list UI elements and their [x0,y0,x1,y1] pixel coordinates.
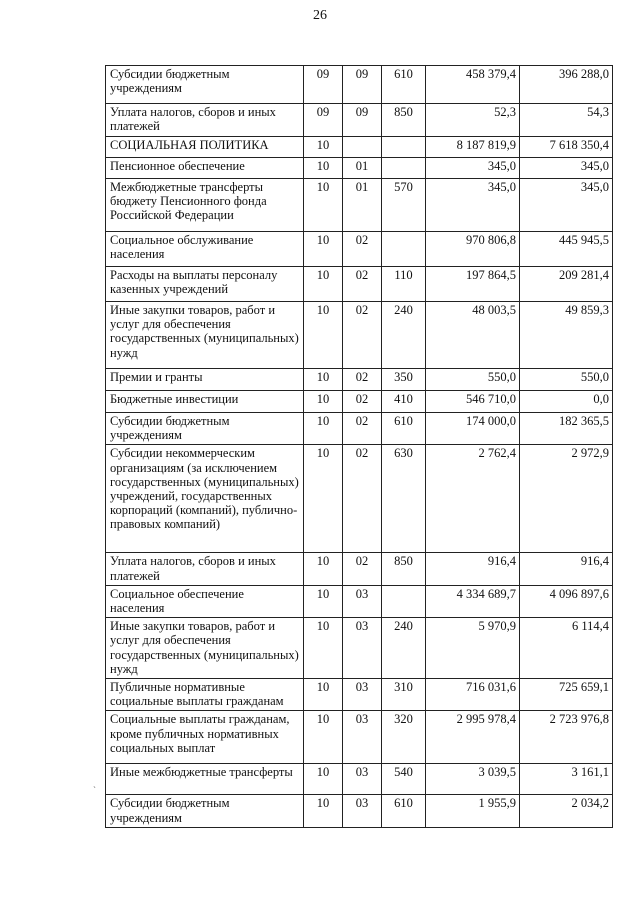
amount-1-cell: 174 000,0 [426,413,520,445]
amount-1-cell: 458 379,4 [426,66,520,104]
subsection-code-cell: 09 [343,104,382,137]
expense-type-cell: 610 [382,66,426,104]
expense-type-cell: 410 [382,391,426,413]
expense-name-cell: Иные межбюджетные трансферты [106,764,304,795]
expense-name-cell: Пенсионное обеспечение [106,158,304,179]
expense-type-cell [382,137,426,158]
table-row [106,553,613,585]
expense-type-cell: 240 [382,618,426,679]
table-row [106,795,613,828]
expense-type-cell: 610 [382,413,426,445]
table-row [106,391,613,413]
expense-type-cell: 850 [382,104,426,137]
expense-type-cell: 630 [382,445,426,553]
amount-1-cell: 8 187 819,9 [426,137,520,158]
amount-1-cell: 197 864,5 [426,267,520,302]
amount-2-cell: 54,3 [520,104,613,137]
table-row [106,445,613,553]
expense-type-cell: 610 [382,795,426,828]
table-row [106,679,613,711]
table-row [106,104,613,137]
table-row [106,232,613,267]
table-row [106,369,613,391]
amount-2-cell: 6 114,4 [520,618,613,679]
amount-1-cell: 52,3 [426,104,520,137]
table-row [106,618,613,679]
margin-mark: ` [93,785,96,795]
amount-2-cell: 550,0 [520,369,613,391]
expense-name-cell: Социальные выплаты гражданам, кроме публичных нормативных социальных выплат [106,711,304,764]
budget-table [105,65,613,828]
amount-2-cell: 2 034,2 [520,795,613,828]
section-code-cell: 10 [304,369,343,391]
subsection-code-cell: 02 [343,553,382,585]
expense-type-cell: 110 [382,267,426,302]
expense-type-cell: 310 [382,679,426,711]
section-code-cell: 10 [304,232,343,267]
amount-1-cell: 1 955,9 [426,795,520,828]
amount-1-cell: 916,4 [426,553,520,585]
amount-1-cell: 546 710,0 [426,391,520,413]
amount-2-cell: 4 096 897,6 [520,585,613,617]
expense-type-cell [382,585,426,617]
table-row [106,158,613,179]
page-number: 26 [313,8,327,23]
expense-type-cell: 320 [382,711,426,764]
section-code-cell: 10 [304,445,343,553]
amount-2-cell: 916,4 [520,553,613,585]
expense-type-cell: 240 [382,302,426,369]
section-code-cell: 10 [304,764,343,795]
amount-2-cell: 2 972,9 [520,445,613,553]
subsection-code-cell: 02 [343,413,382,445]
table-row [106,585,613,617]
table-row [106,764,613,795]
table-row [106,179,613,232]
section-code-cell: 10 [304,391,343,413]
table-row [106,267,613,302]
expense-name-cell: Публичные нормативные социальные выплаты гражданам [106,679,304,711]
amount-1-cell: 2 995 978,4 [426,711,520,764]
section-code-cell: 10 [304,413,343,445]
amount-1-cell: 2 762,4 [426,445,520,553]
section-code-cell: 10 [304,795,343,828]
amount-2-cell: 209 281,4 [520,267,613,302]
subsection-code-cell: 01 [343,158,382,179]
expense-name-cell: Иные закупки товаров, работ и услуг для обеспечения государственных (муниципальных) нужд [106,302,304,369]
subsection-code-cell: 09 [343,66,382,104]
amount-2-cell: 345,0 [520,158,613,179]
subsection-code-cell: 03 [343,679,382,711]
section-code-cell: 10 [304,179,343,232]
table-row [106,302,613,369]
amount-2-cell: 7 618 350,4 [520,137,613,158]
amount-1-cell: 716 031,6 [426,679,520,711]
amount-1-cell: 5 970,9 [426,618,520,679]
section-code-cell: 10 [304,553,343,585]
amount-1-cell: 4 334 689,7 [426,585,520,617]
expense-type-cell [382,158,426,179]
amount-2-cell: 345,0 [520,179,613,232]
expense-name-cell: Премии и гранты [106,369,304,391]
amount-1-cell: 550,0 [426,369,520,391]
section-code-cell: 10 [304,679,343,711]
amount-1-cell: 48 003,5 [426,302,520,369]
subsection-code-cell: 01 [343,179,382,232]
section-code-cell: 09 [304,66,343,104]
expense-name-cell: Социальное обслуживание населения [106,232,304,267]
subsection-code-cell [343,137,382,158]
expense-name-cell: Иные закупки товаров, работ и услуг для обеспечения государственных (муниципальных) нужд [106,618,304,679]
amount-2-cell: 182 365,5 [520,413,613,445]
section-code-cell: 10 [304,267,343,302]
table-row [106,711,613,764]
amount-1-cell: 345,0 [426,158,520,179]
subsection-code-cell: 02 [343,391,382,413]
subsection-code-cell: 02 [343,369,382,391]
amount-2-cell: 396 288,0 [520,66,613,104]
table-body [106,66,613,828]
section-code-cell: 10 [304,711,343,764]
subsection-code-cell: 02 [343,267,382,302]
section-code-cell: 10 [304,618,343,679]
amount-1-cell: 970 806,8 [426,232,520,267]
amount-2-cell: 0,0 [520,391,613,413]
expense-type-cell: 570 [382,179,426,232]
expense-name-cell: Социальное обеспечение населения [106,585,304,617]
table-row [106,66,613,104]
subsection-code-cell: 02 [343,302,382,369]
subsection-code-cell: 02 [343,232,382,267]
amount-2-cell: 49 859,3 [520,302,613,369]
expense-name-cell: Уплата налогов, сборов и иных платежей [106,104,304,137]
subsection-code-cell: 03 [343,711,382,764]
subsection-code-cell: 03 [343,618,382,679]
amount-1-cell: 345,0 [426,179,520,232]
amount-2-cell: 2 723 976,8 [520,711,613,764]
amount-2-cell: 445 945,5 [520,232,613,267]
section-code-cell: 09 [304,104,343,137]
expense-type-cell [382,232,426,267]
subsection-code-cell: 03 [343,764,382,795]
expense-type-cell: 540 [382,764,426,795]
expense-name-cell: Субсидии бюджетным учреждениям [106,795,304,828]
section-code-cell: 10 [304,137,343,158]
section-code-cell: 10 [304,585,343,617]
expense-name-cell: Субсидии бюджетным учреждениям [106,413,304,445]
section-code-cell: 10 [304,302,343,369]
expense-name-cell: Расходы на выплаты персоналу казенных учреждений [106,267,304,302]
subsection-code-cell: 02 [343,445,382,553]
expense-type-cell: 350 [382,369,426,391]
subsection-code-cell: 03 [343,795,382,828]
table-row [106,413,613,445]
amount-2-cell: 3 161,1 [520,764,613,795]
expense-type-cell: 850 [382,553,426,585]
expense-name-cell: Бюджетные инвестиции [106,391,304,413]
expense-name-cell: Уплата налогов, сборов и иных платежей [106,553,304,585]
subsection-code-cell: 03 [343,585,382,617]
expense-name-cell: СОЦИАЛЬНАЯ ПОЛИТИКА [106,137,304,158]
amount-1-cell: 3 039,5 [426,764,520,795]
table-row [106,137,613,158]
expense-name-cell: Межбюджетные трансферты бюджету Пенсионного фонда Российской Федерации [106,179,304,232]
amount-2-cell: 725 659,1 [520,679,613,711]
expense-name-cell: Субсидии бюджетным учреждениям [106,66,304,104]
section-code-cell: 10 [304,158,343,179]
expense-name-cell: Субсидии некоммерческим организациям (за исключением государственных (муниципальных) учреждений, государственных корпораций (компаний), публично-правовых компаний) [106,445,304,553]
